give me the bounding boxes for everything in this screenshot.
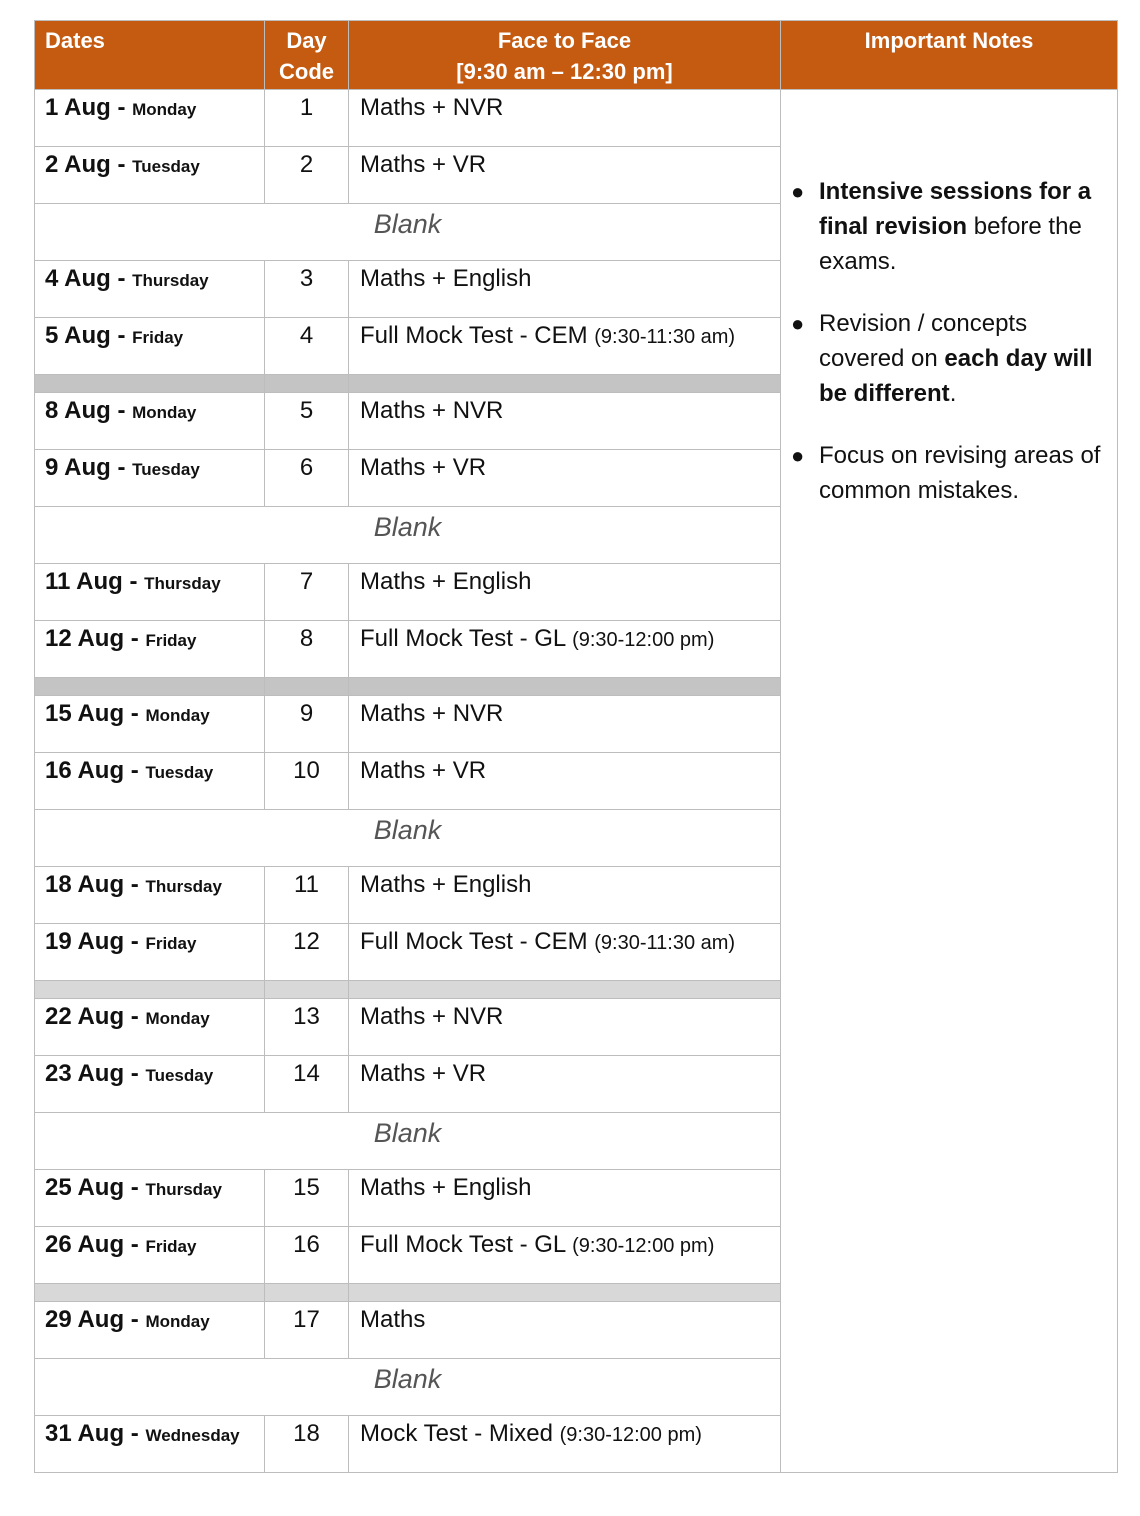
separator-cell <box>349 375 781 393</box>
bullet-icon: ● <box>791 179 805 204</box>
date-cell <box>35 1416 265 1473</box>
subject-text: Maths + NVR <box>360 94 504 121</box>
date-cell <box>35 1170 265 1227</box>
date-cell <box>35 999 265 1056</box>
header-day-code: Day Code <box>265 21 349 90</box>
date-separator: - <box>124 1306 146 1333</box>
date-cell <box>35 90 265 147</box>
subject-text: Maths + VR <box>360 151 487 178</box>
day-code-cell: 6 <box>265 450 349 507</box>
subject-text: Full Mock Test - CEM <box>360 322 595 349</box>
date-cell <box>35 393 265 450</box>
date-text: 1 Aug <box>45 94 111 121</box>
subject-text: Maths + NVR <box>360 397 504 424</box>
subject-cell <box>349 696 781 753</box>
subject-cell <box>349 147 781 204</box>
day-code-cell: 17 <box>265 1302 349 1359</box>
day-code-cell: 4 <box>265 318 349 375</box>
session-time: (9:30-12:00 pm) <box>572 629 715 651</box>
subject-cell <box>349 753 781 810</box>
date-cell <box>35 147 265 204</box>
separator-cell <box>35 981 265 999</box>
weekday-text: Thursday <box>132 271 209 290</box>
subject-cell <box>349 564 781 621</box>
date-separator: - <box>124 625 146 652</box>
subject-text: Maths + NVR <box>360 1003 504 1030</box>
important-notes-cell <box>781 90 1118 1473</box>
weekday-text: Thursday <box>145 1180 222 1199</box>
date-cell <box>35 696 265 753</box>
date-text: 26 Aug <box>45 1231 125 1258</box>
date-separator: - <box>124 1003 146 1030</box>
weekday-text: Tuesday <box>132 157 200 176</box>
date-text: 5 Aug <box>45 322 111 349</box>
day-code-cell: 16 <box>265 1227 349 1284</box>
weekday-text: Tuesday <box>132 460 200 479</box>
day-code-cell: 5 <box>265 393 349 450</box>
subject-text: Maths + VR <box>360 454 487 481</box>
weekday-text: Thursday <box>144 574 221 593</box>
session-time: (9:30-11:30 am) <box>594 932 736 954</box>
date-cell <box>35 753 265 810</box>
day-code-cell: 2 <box>265 147 349 204</box>
bullet-icon: ● <box>791 311 805 336</box>
separator-cell <box>349 1284 781 1302</box>
day-code-cell: 8 <box>265 621 349 678</box>
date-text: 12 Aug <box>45 625 125 652</box>
weekday-text: Monday <box>132 100 197 119</box>
date-separator: - <box>122 568 145 595</box>
subject-cell <box>349 318 781 375</box>
weekday-text: Friday <box>145 631 197 650</box>
table-row <box>35 90 1118 147</box>
subject-cell <box>349 1227 781 1284</box>
date-cell <box>35 867 265 924</box>
weekday-text: Tuesday <box>145 1066 214 1085</box>
header-important-notes: Important Notes <box>781 21 1118 90</box>
date-text: 15 Aug <box>45 700 125 727</box>
date-text: 19 Aug <box>45 928 125 955</box>
date-separator: - <box>124 1231 146 1258</box>
subject-text: Full Mock Test - GL <box>360 625 573 652</box>
date-cell <box>35 1302 265 1359</box>
subject-cell <box>349 261 781 318</box>
date-text: 22 Aug <box>45 1003 125 1030</box>
schedule-table <box>34 20 1118 1473</box>
weekday-text: Friday <box>145 1237 197 1256</box>
date-separator: - <box>124 1420 146 1447</box>
date-separator: - <box>110 94 133 121</box>
weekday-text: Monday <box>132 403 197 422</box>
subject-cell <box>349 1416 781 1473</box>
date-cell <box>35 1056 265 1113</box>
date-text: 8 Aug <box>45 397 111 424</box>
date-cell <box>35 261 265 318</box>
day-code-cell: 14 <box>265 1056 349 1113</box>
day-code-cell: 15 <box>265 1170 349 1227</box>
subject-cell <box>349 999 781 1056</box>
date-cell <box>35 621 265 678</box>
blank-label: Blank <box>35 810 781 867</box>
day-code-cell: 10 <box>265 753 349 810</box>
subject-text: Maths + English <box>360 265 532 292</box>
header-face-to-face: Face to Face [9:30 am – 12:30 pm] <box>349 21 781 90</box>
day-code-cell: 7 <box>265 564 349 621</box>
subject-text: Maths + English <box>360 1174 532 1201</box>
date-separator: - <box>124 1174 146 1201</box>
date-cell <box>35 924 265 981</box>
notes-list <box>791 174 1103 508</box>
note-item: ● Focus on revising areas of common mistakes. <box>819 438 1103 508</box>
blank-label: Blank <box>35 507 781 564</box>
day-code-cell: 12 <box>265 924 349 981</box>
subject-cell <box>349 90 781 147</box>
blank-label: Blank <box>35 204 781 261</box>
subject-text: Maths + English <box>360 871 532 898</box>
date-text: 16 Aug <box>45 757 125 784</box>
subject-text: Mock Test - Mixed <box>360 1420 560 1447</box>
weekday-text: Monday <box>145 1312 210 1331</box>
blank-label: Blank <box>35 1113 781 1170</box>
subject-cell <box>349 924 781 981</box>
subject-text: Maths + NVR <box>360 700 504 727</box>
subject-cell <box>349 1302 781 1359</box>
separator-cell <box>265 678 349 696</box>
day-code-cell: 18 <box>265 1416 349 1473</box>
day-code-cell: 9 <box>265 696 349 753</box>
bullet-icon: ● <box>791 443 805 468</box>
separator-cell <box>265 375 349 393</box>
separator-cell <box>35 375 265 393</box>
date-text: 18 Aug <box>45 871 125 898</box>
session-time: (9:30-12:00 pm) <box>572 1235 715 1257</box>
subject-text: Maths + VR <box>360 1060 487 1087</box>
date-separator: - <box>124 757 146 784</box>
date-cell <box>35 450 265 507</box>
date-cell <box>35 564 265 621</box>
table-header-row <box>35 21 1118 90</box>
subject-text: Full Mock Test - GL <box>360 1231 573 1258</box>
weekday-text: Tuesday <box>145 763 214 782</box>
date-cell <box>35 318 265 375</box>
date-text: 9 Aug <box>45 454 111 481</box>
weekday-text: Wednesday <box>145 1426 240 1445</box>
subject-text: Maths <box>360 1306 426 1333</box>
subject-cell <box>349 1170 781 1227</box>
date-text: 23 Aug <box>45 1060 125 1087</box>
note-item: ● Revision / concepts covered on each day will be different. <box>819 306 1103 411</box>
subject-cell <box>349 867 781 924</box>
subject-text: Maths + VR <box>360 757 487 784</box>
day-code-cell: 13 <box>265 999 349 1056</box>
date-separator: - <box>124 700 146 727</box>
date-text: 11 Aug <box>45 568 123 595</box>
date-text: 29 Aug <box>45 1306 125 1333</box>
separator-cell <box>349 981 781 999</box>
date-separator: - <box>110 397 133 424</box>
date-cell <box>35 1227 265 1284</box>
date-separator: - <box>124 871 146 898</box>
date-text: 25 Aug <box>45 1174 125 1201</box>
date-text: 2 Aug <box>45 151 111 178</box>
session-time: (9:30-11:30 am) <box>594 326 736 348</box>
date-separator: - <box>124 1060 146 1087</box>
note-item: ● Intensive sessions for a final revision before the exams. <box>819 174 1103 279</box>
date-separator: - <box>124 928 146 955</box>
subject-text: Maths + English <box>360 568 532 595</box>
subject-cell <box>349 450 781 507</box>
separator-cell <box>35 678 265 696</box>
weekday-text: Friday <box>145 934 197 953</box>
session-time: (9:30-12:00 pm) <box>559 1424 702 1446</box>
weekday-text: Friday <box>132 328 184 347</box>
date-text: 31 Aug <box>45 1420 125 1447</box>
day-code-cell: 1 <box>265 90 349 147</box>
separator-cell <box>35 1284 265 1302</box>
separator-cell <box>265 981 349 999</box>
blank-label: Blank <box>35 1359 781 1416</box>
weekday-text: Monday <box>145 706 210 725</box>
date-separator: - <box>110 151 133 178</box>
subject-cell <box>349 393 781 450</box>
date-separator: - <box>110 454 133 481</box>
header-dates: Dates <box>35 21 265 90</box>
date-text: 4 Aug <box>45 265 111 292</box>
separator-cell <box>349 678 781 696</box>
day-code-cell: 3 <box>265 261 349 318</box>
date-separator: - <box>110 322 133 349</box>
separator-cell <box>265 1284 349 1302</box>
weekday-text: Monday <box>145 1009 210 1028</box>
weekday-text: Thursday <box>145 877 222 896</box>
day-code-cell: 11 <box>265 867 349 924</box>
subject-cell <box>349 621 781 678</box>
subject-text: Full Mock Test - CEM <box>360 928 595 955</box>
subject-cell <box>349 1056 781 1113</box>
date-separator: - <box>110 265 133 292</box>
